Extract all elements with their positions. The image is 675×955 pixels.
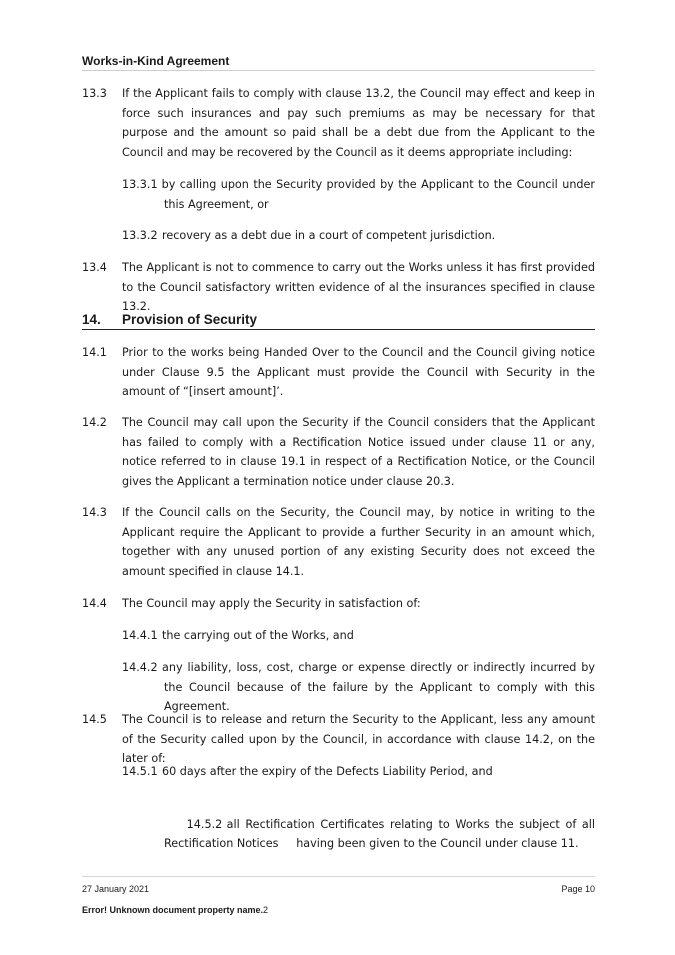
section-title: Provision of Security [122,312,258,327]
clause-number: 14.5 [82,713,107,726]
clause-text: any liability, loss, cost, charge or expense directly or indirectly incurred by the Council because of the failure by the Applicant to comply with this Agreement. [162,661,595,713]
clause-text: The Council may call upon the Security if the Council considers that the Applicant has failed to comply with a Rectification Notice issued under clause 11 or any, notice referred to in clause 19.1 in respect of a Rectification Notice, or the Council gives the Applicant a termination notice under clause 20.3. [122,416,595,488]
clause-number: 13.3.2 [122,229,158,242]
footer-divider [82,876,595,877]
clause-text: recovery as a debt due in a court of competent jurisdiction. [162,229,496,242]
clause-14-4-1 [122,626,595,646]
clause-14-4 [82,594,595,614]
clause-text: If the Applicant fails to comply with clause 13.2, the Council may effect and keep in force such insurances and pay such premiums as may be necessary for that purpose and the amount so paid shall be a debt due from the Applicant to the Council and may be recovered by the Council as it deems appropriate including: [122,87,595,159]
clause-number: 13.3 [82,87,107,100]
clause-number: 14.1 [82,346,107,359]
clause-text: all Rectification Certificates relating to Works the subject of all Rectification Notices having been given to the Council under clause 11. [164,817,599,850]
clause-14-1 [82,343,595,402]
clause-number: 14.2 [82,416,107,429]
footer-error-field [82,905,268,915]
clause-number: 13.4 [82,261,107,274]
clause-14-2 [82,413,595,491]
clause-text: The Council is to release and return the Security to the Applicant, less any amount of the Security called upon by the Council, in accordance with clause 14.2, on the later of: [122,713,595,765]
clause-text: 60 days after the expiry of the Defects Liability Period, and [162,765,493,778]
clause-text: by calling upon the Security provided by the Applicant to the Council under this Agreement, or [161,178,595,211]
clause-14-3 [82,503,595,581]
clause-text: If the Council calls on the Security, the Council may, by notice in writing to the Applicant require the Applicant to provide a further Security in an amount which, together with any unused portion of any existing Security does not exceed the amount specified in clause 14.1. [122,506,595,578]
clause-number: 14.4.1 [122,629,158,642]
clause-13-3-2 [122,226,595,246]
clause-13-4 [82,258,595,317]
clause-13-3-1 [122,175,595,214]
clause-text: Prior to the works being Handed Over to the Council and the Council giving notice under Clause 9.5 the Applicant must provide the Council with Security in the amount of “[insert amount]’. [122,346,595,398]
footer-error-text: Error! Unknown document property name. [82,905,264,915]
clause-number: 13.3.1 [122,178,158,191]
clause-text: the carrying out of the Works, and [162,629,354,642]
clause-14-5 [82,710,595,769]
footer-date: 27 January 2021 [82,884,150,894]
clause-number: 14.4 [82,597,107,610]
running-header: Works-in-Kind Agreement [82,54,595,71]
clause-text: The Applicant is not to commence to carry out the Works unless it has first provided to the Council satisfactory written evidence of al the insurances specified in clause 13.2. [122,261,595,313]
clause-number: 14.3 [82,506,107,519]
footer-error-suffix: 2 [263,905,269,915]
clause-14-4-2 [122,658,595,717]
clause-14-5-2 [122,795,599,873]
clause-number: 14.5.2 [186,817,223,831]
clause-14-5-1 [122,762,595,782]
clause-number: 14.4.2 [122,661,158,674]
clause-number: 14.5.1 [122,765,158,778]
clause-13-3 [82,84,595,162]
section-heading-14 [82,311,595,330]
clause-text: The Council may apply the Security in satisfaction of: [122,597,421,610]
footer-page-number: Page 10 [561,884,595,894]
section-number: 14. [82,312,101,327]
